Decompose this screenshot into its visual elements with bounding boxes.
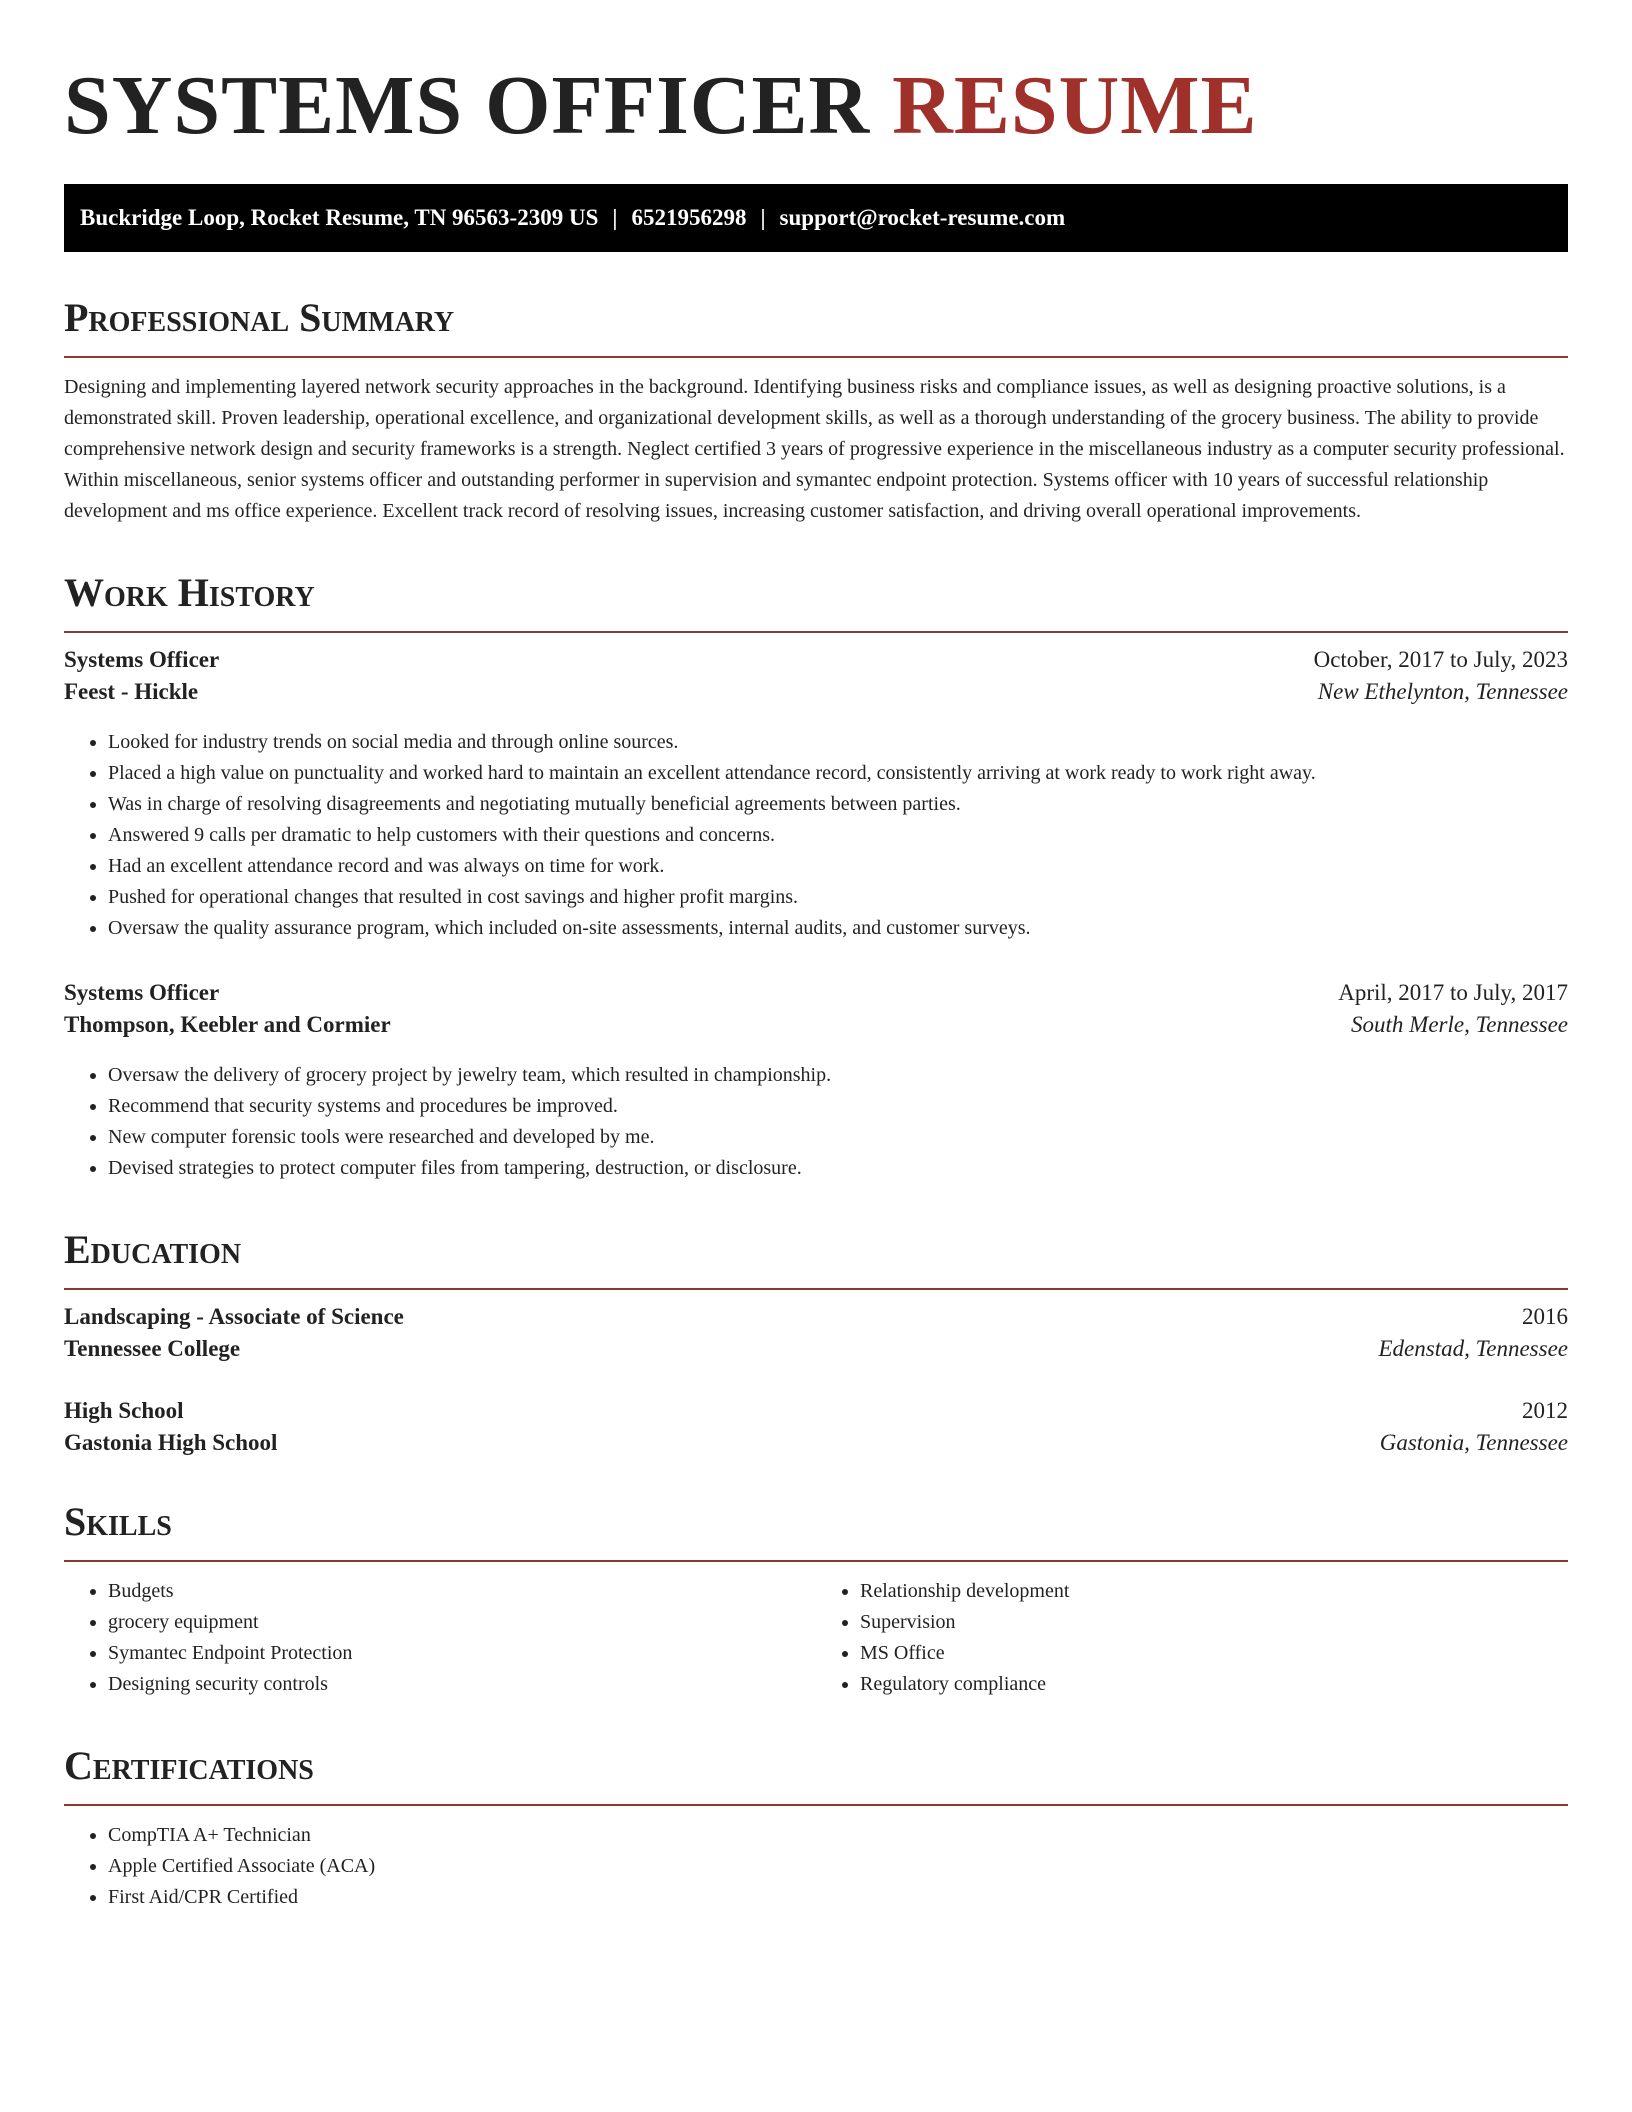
skill-item: • grocery equipment <box>108 1607 816 1638</box>
title-main: SYSTEMS OFFICER <box>64 59 871 152</box>
education-degree: Landscaping - Associate of Science <box>64 1304 404 1329</box>
summary-section <box>64 296 1568 527</box>
work-history-section <box>64 571 1568 1184</box>
skills-list-right <box>816 1576 1568 1700</box>
education-location: Edenstad, Tennessee <box>1378 1336 1568 1361</box>
certifications-list <box>64 1820 1568 1913</box>
job-title: Systems Officer <box>64 647 220 672</box>
job-bullet: • Devised strategies to protect computer files from tampering, destruction, or disclosure. <box>108 1153 1568 1184</box>
section-divider <box>64 1560 1568 1562</box>
job-title: Systems Officer <box>64 980 220 1005</box>
job-bullet: • Looked for industry trends on social media and through online sources. <box>108 727 1568 758</box>
certification-item: • CompTIA A+ Technician <box>108 1820 1568 1851</box>
section-heading-certifications: Certifications <box>64 1743 314 1788</box>
job-company: Thompson, Keebler and Cormier <box>64 1012 391 1037</box>
job-bullet: • Oversaw the quality assurance program, which included on-site assessments, internal audits, and customer surveys. <box>108 913 1568 944</box>
education-section <box>64 1228 1568 1456</box>
job-location: South Merle, Tennessee <box>1351 1012 1568 1037</box>
job-bullet: • Answered 9 calls per dramatic to help customers with their questions and concerns. <box>108 820 1568 851</box>
certification-item: • First Aid/CPR Certified <box>108 1882 1568 1913</box>
job-bullet: • New computer forensic tools were researched and developed by me. <box>108 1122 1568 1153</box>
job-bullets <box>64 727 1568 944</box>
title-accent: RESUME <box>892 59 1258 152</box>
skill-item: • Supervision <box>860 1607 1568 1638</box>
education-school: Gastonia High School <box>64 1430 278 1455</box>
section-divider <box>64 1804 1568 1806</box>
education-entry <box>64 1398 1568 1456</box>
skill-item: • Symantec Endpoint Protection <box>108 1638 816 1669</box>
skills-grid <box>64 1576 1568 1700</box>
skill-item: • Regulatory compliance <box>860 1669 1568 1700</box>
resume-title <box>64 59 1568 152</box>
job-dates: October, 2017 to July, 2023 <box>1313 647 1568 672</box>
section-divider <box>64 631 1568 633</box>
contact-phone: 6521956298 <box>631 205 747 230</box>
education-year: 2016 <box>1522 1304 1568 1329</box>
section-divider <box>64 356 1568 358</box>
summary-text: Designing and implementing layered network security approaches in the background. Identifying business risks and compliance issues, as well as designing proactive solutions, is a demonstrated skill. Proven leadership, operational excellence, and organizational development skills, as well as a thorough understanding of the grocery business. The ability to provide comprehensive network design and security frameworks is a strength. Neglect certified 3 years of progressive experience in the miscellaneous industry as a computer security professional. Within miscellaneous, senior systems officer and outstanding performer in supervision and symantec endpoint protection. Systems officer with 10 years of successful relationship development and ms office experience. Excellent track record of resolving issues, increasing customer satisfaction, and driving overall operational improvements. <box>64 376 1565 522</box>
contact-email[interactable]: support@rocket-resume.com <box>779 205 1066 230</box>
section-heading-summary: Professional Summary <box>64 295 455 340</box>
certification-item: • Apple Certified Associate (ACA) <box>108 1851 1568 1882</box>
job-bullet: • Placed a high value on punctuality and worked hard to maintain an excellent attendance record, consistently arriving at work ready to work right away. <box>108 758 1568 789</box>
job-entry <box>64 980 1568 1184</box>
job-bullet: • Was in charge of resolving disagreements and negotiating mutually beneficial agreements between parties. <box>108 789 1568 820</box>
skill-item: • Relationship development <box>860 1576 1568 1607</box>
contact-separator: | <box>612 205 618 230</box>
job-bullet: • Oversaw the delivery of grocery project by jewelry team, which resulted in championship. <box>108 1060 1568 1091</box>
section-divider <box>64 1288 1568 1290</box>
skills-list-left <box>64 1576 816 1700</box>
skill-item: • MS Office <box>860 1638 1568 1669</box>
job-location: New Ethelynton, Tennessee <box>1317 679 1568 704</box>
job-company: Feest - Hickle <box>64 679 199 704</box>
contact-bar <box>64 184 1568 252</box>
education-year: 2012 <box>1522 1398 1568 1423</box>
education-degree: High School <box>64 1398 184 1423</box>
section-heading-work: Work History <box>64 570 315 615</box>
contact-separator: | <box>760 205 766 230</box>
job-bullets <box>64 1060 1568 1184</box>
job-entry <box>64 647 1568 944</box>
skills-section <box>64 1500 1568 1700</box>
skill-item: • Designing security controls <box>108 1669 816 1700</box>
education-location: Gastonia, Tennessee <box>1379 1430 1568 1455</box>
certifications-section <box>64 1744 1568 1913</box>
job-bullet: • Had an excellent attendance record and was always on time for work. <box>108 851 1568 882</box>
job-bullet: • Pushed for operational changes that resulted in cost savings and higher profit margins. <box>108 882 1568 913</box>
contact-address: Buckridge Loop, Rocket Resume, TN 96563-2309 US <box>80 205 599 230</box>
education-school: Tennessee College <box>64 1336 241 1361</box>
section-heading-education: Education <box>64 1227 242 1272</box>
job-dates: April, 2017 to July, 2017 <box>1338 980 1568 1005</box>
job-bullet: • Recommend that security systems and procedures be improved. <box>108 1091 1568 1122</box>
skill-item: • Budgets <box>108 1576 816 1607</box>
section-heading-skills: Skills <box>64 1499 172 1544</box>
education-entry <box>64 1304 1568 1362</box>
